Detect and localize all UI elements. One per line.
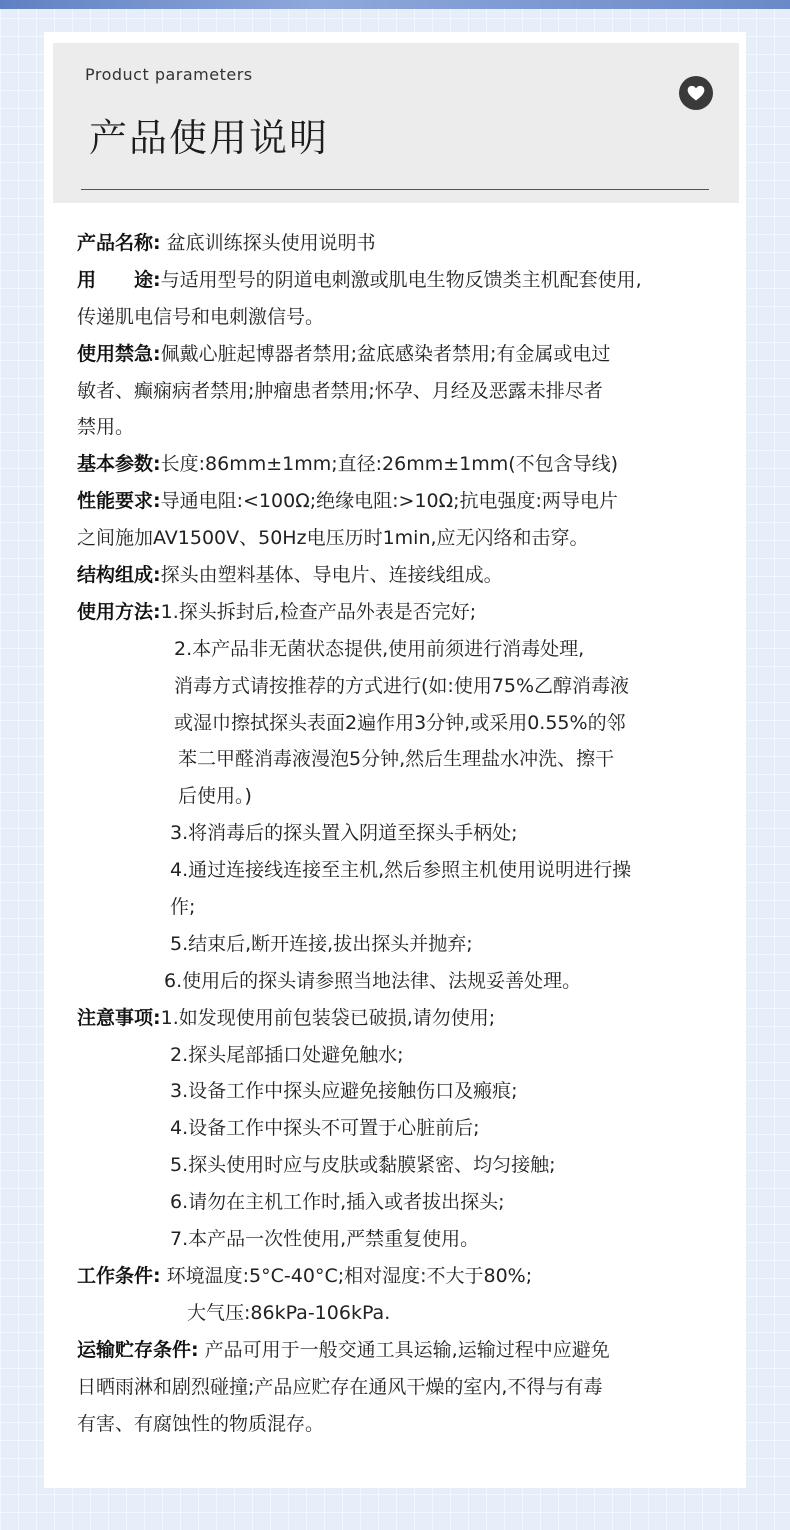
purpose-label-a: 用 [77,268,97,291]
structure-line [77,557,727,594]
method-step-4a [77,852,727,889]
note-6-line [77,1184,727,1221]
method-line-1 [77,594,727,631]
method-step-3 [77,815,727,852]
method-step-2a-text: 2.本产品非无菌状态提供,使用前须进行消毒处理, [174,637,585,660]
method-step-2c-text: 或湿巾擦拭探头表面2遍作用3分钟,或采用0.55%的邻 [174,711,626,734]
note-4-line [77,1110,727,1147]
transport-label: 运输贮存条件: [77,1338,199,1361]
transport-text-2: 日晒雨淋和剧烈碰撞;产品应贮存在通风干燥的室内,不得与有毒 [77,1375,603,1398]
purpose-text-1: 与适用型号的阴道电刺激或肌电生物反馈类主机配套使用, [160,268,642,291]
notes-label: 注意事项: [77,1006,161,1029]
method-step-2a [77,631,727,668]
performance-text-2: 之间施加AV1500V、50Hz电压历时1min,应无闪络和击穿。 [77,527,589,550]
instruction-body [77,225,727,1442]
contraindication-text-2: 敏者、癫痫病者禁用;肿瘤患者禁用;怀孕、月经及恶露未排尽者 [77,379,603,402]
product-name-line [77,225,727,262]
method-step-1: 1.探头拆封后,检查产品外表是否完好; [160,600,477,623]
work-conditions-text-1: 环境温度:5°C-40°C;相对湿度:不大于80%; [160,1264,533,1287]
method-step-2e-text: 后使用。) [178,785,252,808]
purpose-label-b: 途: [134,268,161,291]
note-3-line [77,1073,727,1110]
work-conditions-line-1 [77,1258,727,1295]
method-step-6-text: 6.使用后的探头请参照当地法律、法规妥善处理。 [164,969,582,992]
transport-line-1 [77,1332,727,1369]
note-6: 6.请勿在主机工作时,插入或者拔出探头; [170,1191,505,1214]
basic-params-value: 长度:86mm±1mm;直径:26mm±1mm(不包含导线) [160,453,619,476]
method-step-2d [77,741,727,778]
contraindication-line-3 [77,409,727,446]
transport-text-1: 产品可用于一般交通工具运输,运输过程中应避免 [198,1338,610,1361]
heart-badge [679,76,713,110]
work-conditions-label: 工作条件: [77,1264,161,1287]
note-2: 2.探头尾部插口处避免触水; [170,1043,404,1066]
product-name-label: 产品名称: [77,232,161,254]
method-label: 使用方法: [77,600,161,623]
method-step-5 [77,926,727,963]
performance-label: 性能要求: [77,490,161,513]
top-accent-bar [0,0,790,9]
method-step-2c [77,705,727,742]
method-step-3-text: 3.将消毒后的探头置入阴道至探头手柄处; [170,822,518,845]
instruction-card [44,32,746,1488]
note-7: 7.本产品一次性使用,严禁重复使用。 [170,1228,480,1251]
card-header [53,43,739,203]
method-step-2b [77,668,727,705]
structure-value: 探头由塑料基体、导电片、连接线组成。 [160,564,503,587]
work-conditions-line-2 [77,1295,727,1332]
purpose-line-1 [77,262,727,299]
page-title: 产品使用说明 [89,116,330,160]
note-5: 5.探头使用时应与皮肤或黏膜紧密、均匀接触; [170,1154,556,1177]
structure-label: 结构组成: [77,564,161,587]
method-step-4b [77,889,727,926]
contraindication-line-1 [77,336,727,373]
note-5-line [77,1147,727,1184]
note-2-line [77,1037,727,1074]
purpose-text-2: 传递肌电信号和电刺激信号。 [77,305,325,328]
header-divider [81,189,709,190]
performance-line-2 [77,520,727,557]
note-1: 1.如发现使用前包装袋已破损,请勿使用; [160,1006,496,1029]
method-step-4a-text: 4.通过连接线连接至主机,然后参照主机使用说明进行操 [170,859,632,882]
contraindication-label: 使用禁急: [77,342,161,365]
notes-line-1 [77,1000,727,1037]
note-7-line [77,1221,727,1258]
performance-line-1 [77,483,727,520]
contraindication-text-3: 禁用。 [77,416,135,439]
transport-text-3: 有害、有腐蚀性的物质混存。 [77,1412,325,1435]
header-eyebrow: Product parameters [85,65,253,84]
basic-params-line [77,446,727,483]
note-4: 4.设备工作中探头不可置于心脏前后; [170,1117,480,1140]
heart-icon [686,83,706,103]
transport-line-2 [77,1369,727,1406]
method-step-6 [77,963,727,1000]
contraindication-text-1: 佩戴心脏起博器者禁用;盆底感染者禁用;有金属或电过 [160,342,611,365]
work-conditions-text-2: 大气压:86kPa-106kPa. [187,1301,391,1324]
performance-text-1: 导通电阻:<100Ω;绝缘电阻:>10Ω;抗电强度:两导电片 [160,490,618,513]
note-3: 3.设备工作中探头应避免接触伤口及瘢痕; [170,1080,518,1103]
method-step-2e [77,778,727,815]
purpose-line-2 [77,299,727,336]
product-name-value: 盆底训练探头使用说明书 [160,232,376,254]
contraindication-line-2 [77,373,727,410]
method-step-2d-text: 苯二甲醛消毒液漫泡5分钟,然后生理盐水冲洗、擦干 [178,748,615,771]
method-step-4b-text: 作; [170,896,196,919]
method-step-2b-text: 消毒方式请按推荐的方式进行(如:使用75%乙醇消毒液 [174,674,630,697]
basic-params-label: 基本参数: [77,453,161,476]
method-step-5-text: 5.结束后,断开连接,拔出探头并抛弃; [170,932,473,955]
transport-line-3 [77,1406,727,1443]
